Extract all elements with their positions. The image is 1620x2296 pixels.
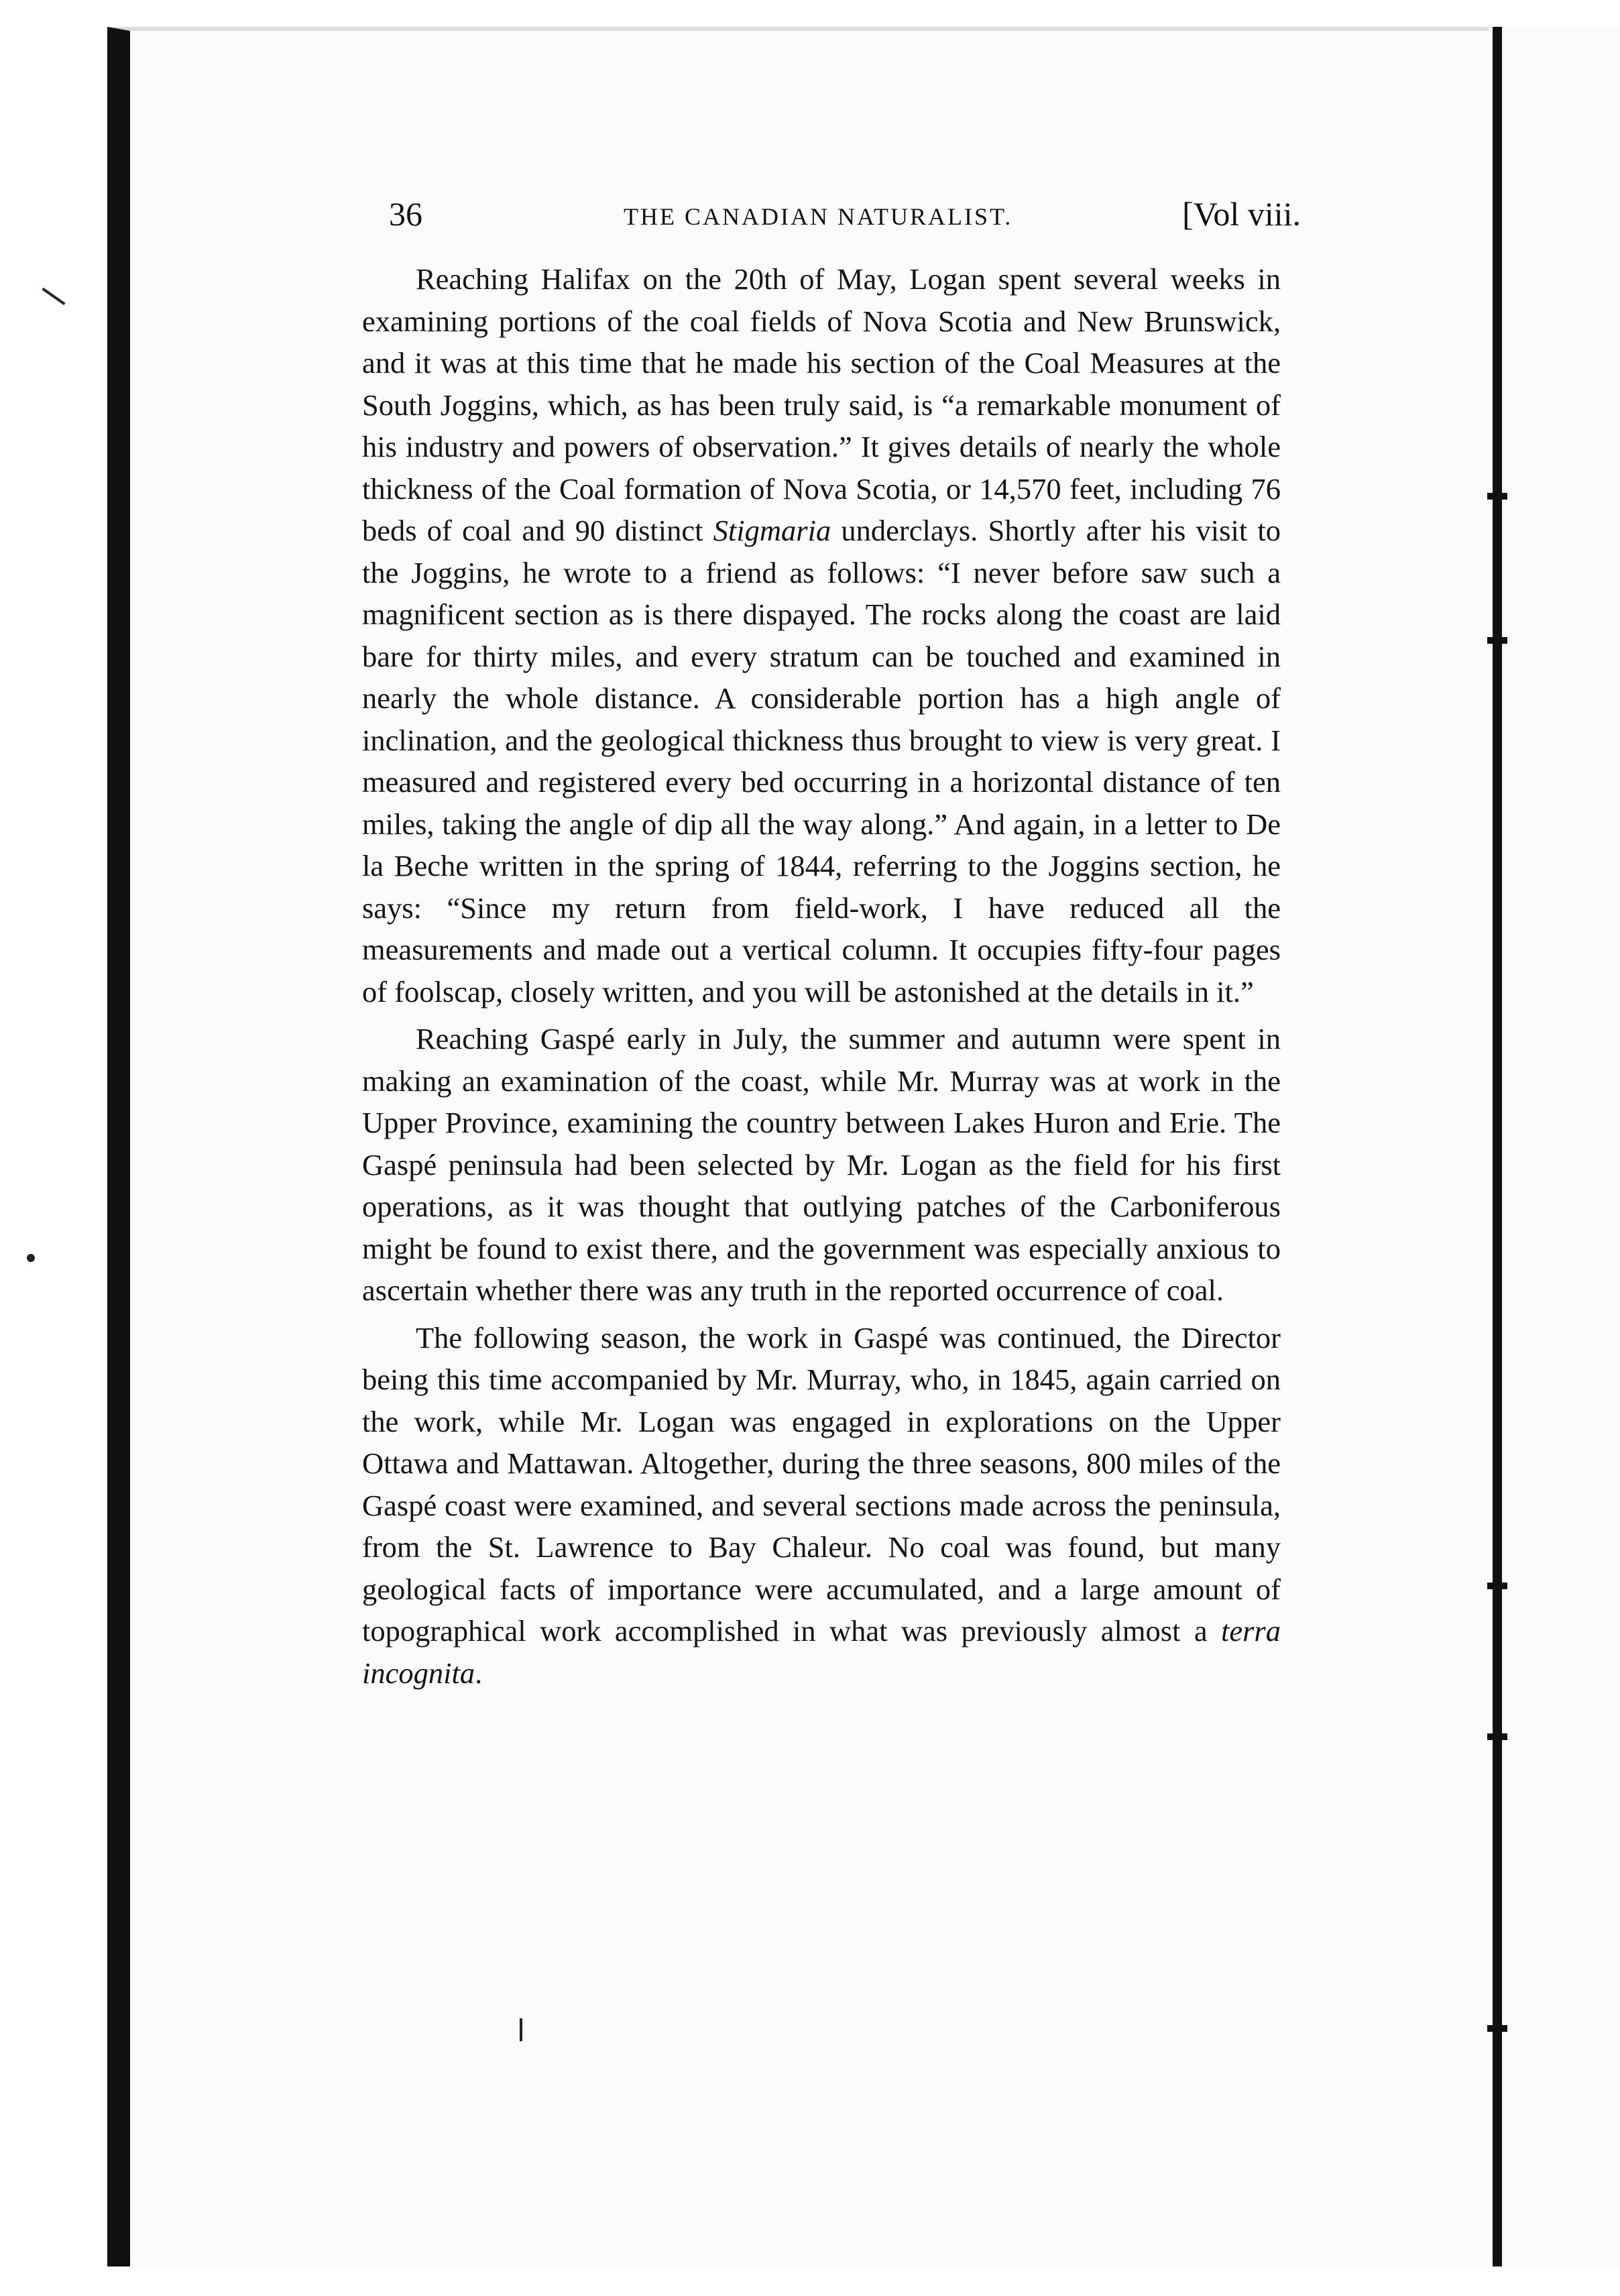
text-run: .: [475, 1656, 483, 1690]
binding-stitch-mark: [1487, 1583, 1507, 1589]
page-number: 36: [389, 195, 422, 233]
text-run: The following season, the work in Gaspé was continued, the Director being this time accompanied by Mr. Murray, who, in 1845, again carried on the work, while Mr. Logan was engaged in explorations on the Upper Ottawa and Mattawan. Altogether, during the three seasons, 800 miles of the Gaspé coast were examined, and several sections made across the peninsula, from the St. Lawrence to Bay Chaleur. No coal was found, but many geological facts of importance were accumulated, and a large amount of topographical work accomplished in what was previously almost a: [362, 1320, 1281, 1648]
scan-speck: [520, 2018, 522, 2041]
article-body: [362, 258, 1281, 1694]
italic-text: terra incognita: [362, 1614, 1281, 1690]
text-run: Reaching Gaspé early in July, the summer and autumn were spent in making an examination of the coast, while Mr. Murray was at work in the Upper Province, examining the country between Lakes Huron and Erie. The Gaspé peninsula had been selected by Mr. Logan as the field for his first operations, as it was thought that outlying patches of the Carboniferous might be found to exist there, and the government was especially anxious to ascertain whether there was any truth in the reported occurrence of coal.: [362, 1022, 1281, 1307]
text-run: underclays. Shortly after his visit to the Joggins, he wrote to a friend as follows: “I never before saw such a magnificent section as is there dispayed. The rocks along the coast are laid bare for thirty miles, and every stratum can be touched and examined in nearly the whole distance. A considerable portion has a high angle of inclination, and the geological thickness thus brought to view is very great. I measured and registered every bed occurring in a horizontal distance of ten miles, taking the angle of dip all the way along.” And again, in a letter to De la Beche written in the spring of 1844, referring to the Joggins section, he says: “Since my return from field-work, I have reduced all the measurements and made out a vertical column. It occupies fifty-four pages of foolscap, closely written, and you will be astonished at the details in it.”: [362, 514, 1281, 1009]
paragraph: [362, 1018, 1281, 1312]
binding-stitch-mark: [1487, 493, 1507, 500]
running-header: [389, 194, 1301, 248]
italic-text: Stigmaria: [713, 514, 831, 547]
binding-stitch-mark: [1487, 637, 1507, 644]
scan-speck: [27, 1254, 35, 1262]
paragraph: [362, 1317, 1281, 1695]
volume-label: [Vol viii.: [1182, 195, 1301, 233]
binding-stitch-mark: [1487, 2025, 1507, 2032]
paragraph: [362, 258, 1281, 1013]
running-title: THE CANADIAN NATURALIST.: [624, 203, 1013, 230]
adjacent-page-edge: [1493, 27, 1620, 2266]
binding-stitch-mark: [1487, 1733, 1507, 1740]
text-run: Reaching Halifax on the 20th of May, Logan spent several weeks in examining portions of the coal fields of Nova Scotia and New Brunswick, and it was at this time that he made his section of the Coal Measures at the South Joggins, which, as has been truly said, is “a remarkable monument of his industry and powers of observation.” It gives details of nearly the whole thickness of the Coal formation of Nova Scotia, or 14,570 feet, including 76 beds of coal and 90 distinct: [362, 262, 1281, 547]
